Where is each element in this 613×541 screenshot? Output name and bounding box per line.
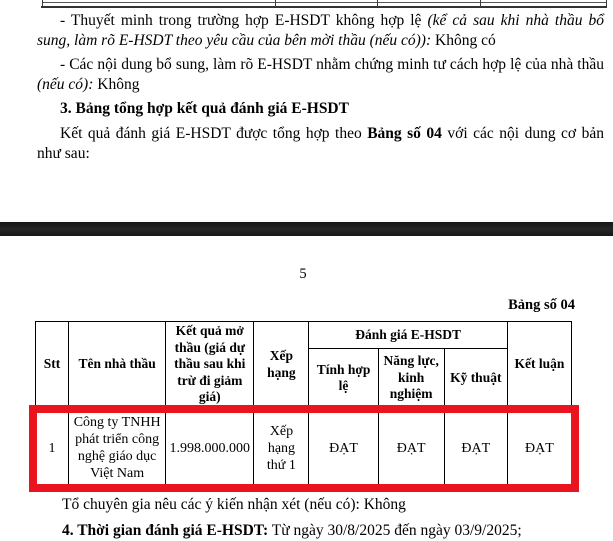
expert-note: Tổ chuyên gia nêu các ý kiến nhận xét (nếu có): Không: [62, 496, 406, 513]
col-header-stt: Stt: [36, 322, 69, 408]
page-4-text-block: [37, 11, 604, 168]
paragraph-summary-intro: [37, 124, 604, 164]
paragraph-explanation-invalid: [37, 11, 604, 51]
paragraph-text: Kết quả đánh giá E-HSDT được tổng hợp theo: [60, 125, 368, 142]
cell-bid-result: 1.998.000.000: [166, 408, 254, 489]
col-header-conclusion: Kết luận: [507, 322, 571, 408]
paragraph-text: - Các nội dung bổ sung, làm rõ E-HSDT nhằm chứng minh tư cách hợp lệ của nhà thầu: [60, 56, 604, 73]
col-header-rank: Xếp hạng: [254, 322, 309, 408]
col-header-capacity: Năng lực, kinh nghiệm: [378, 349, 444, 408]
cell-capacity: ĐẠT: [378, 408, 444, 489]
paragraph-text: với các nội dung cơ bản như sau:: [37, 125, 604, 162]
paragraph-italic-text: (kể cả sau khi nhà thầu bổ sung, làm rõ E-HSDT theo yêu cầu của bên mời thầu (nếu có)):: [37, 12, 604, 49]
cell-rank: Xếp hạng thứ 1: [254, 408, 309, 489]
col-header-contractor: Tên nhà thầu: [69, 322, 166, 408]
col-header-technical: Kỹ thuật: [444, 349, 507, 408]
page-number: 5: [299, 266, 307, 282]
table-fragment-divider: [480, 0, 481, 7]
col-header-validity: Tính hợp lệ: [309, 349, 378, 408]
paragraph-text: - Thuyết minh trong trường hợp E-HSDT không hợp lệ: [60, 12, 428, 29]
paragraph-italic-text: (nếu có):: [37, 76, 94, 93]
cell-validity: ĐẠT: [309, 408, 378, 489]
section-3-heading: 3. Bảng tổng hợp kết quả đánh giá E-HSDT: [60, 100, 349, 117]
page-separator-bar: [0, 222, 613, 236]
table-fragment-divider: [275, 0, 276, 7]
table-row: [36, 408, 572, 489]
col-header-evaluation-group: Đánh giá E-HSDT: [309, 322, 507, 349]
cell-technical: ĐẠT: [444, 408, 507, 489]
paragraph-clarification: [37, 55, 604, 95]
cell-conclusion: ĐẠT: [507, 408, 571, 489]
table-fragment-top-line: [43, 2, 607, 3]
table-fragment-divider: [377, 0, 378, 7]
section-4-heading-bold: 4. Thời gian đánh giá E-HSDT:: [62, 522, 269, 539]
table-fragment-bottom-line: [41, 6, 607, 8]
paragraph-text: Không có: [431, 32, 496, 49]
col-header-bid-result: Kết quả mở thầu (giá dự thầu sau khi trừ đi giảm giá): [166, 322, 254, 408]
cell-contractor: Công ty TNHH phát triển công nghệ giáo dục Việt Nam: [69, 408, 166, 489]
paragraph-text: Không: [93, 76, 140, 93]
table-reference-bold: Bảng số 04: [367, 125, 442, 142]
evaluation-summary-table: [35, 321, 572, 489]
section-4-line: [62, 522, 522, 540]
cell-stt: 1: [36, 408, 69, 489]
table-caption: Bảng số 04: [508, 297, 575, 313]
table-fragment-divider: [42, 0, 43, 7]
table-fragment-divider: [606, 0, 607, 7]
section-4-text: Từ ngày 30/8/2025 đến ngày 03/9/2025;: [268, 522, 522, 539]
